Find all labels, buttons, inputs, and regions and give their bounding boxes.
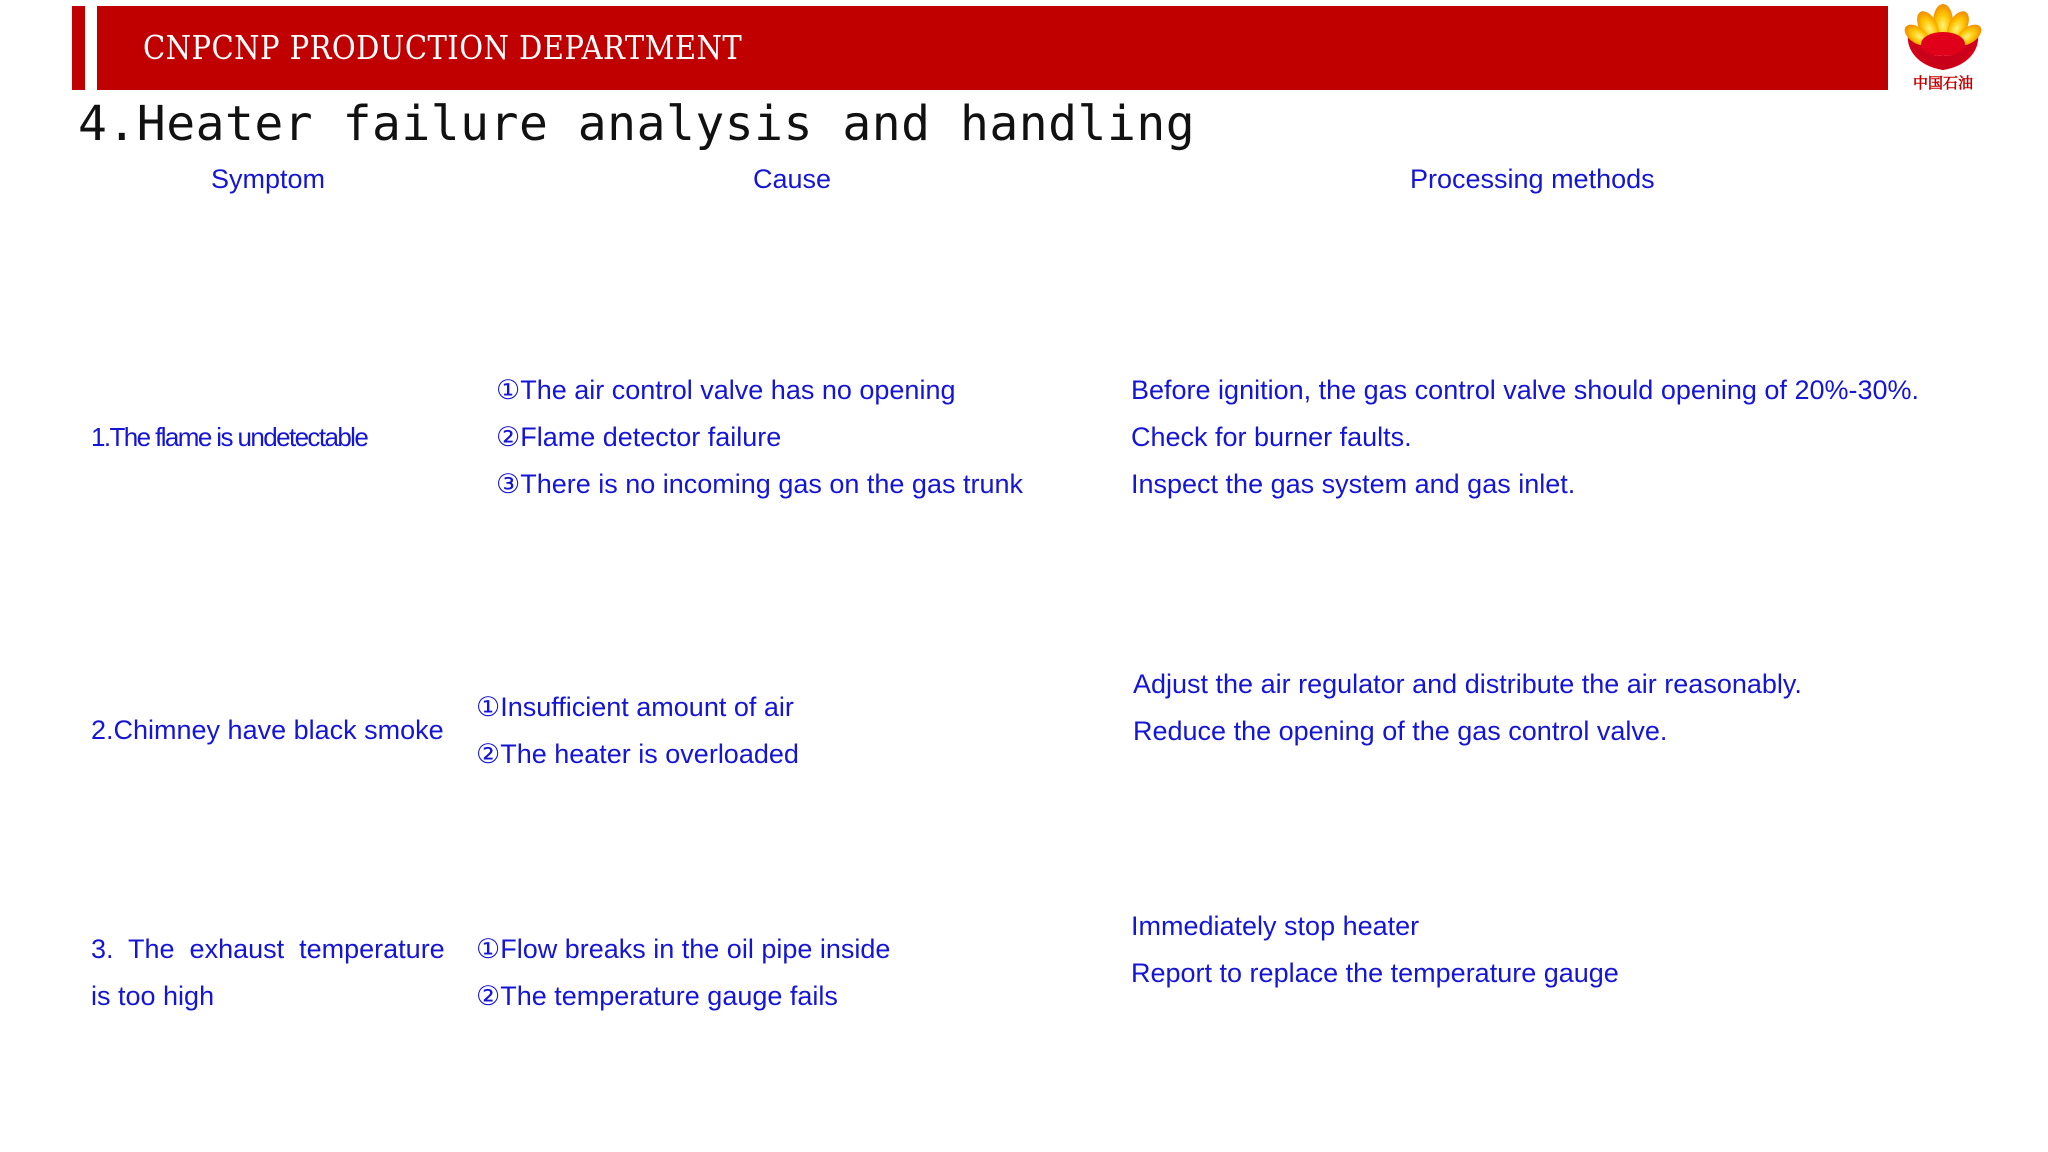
cause-item: ③There is no incoming gas on the gas trunk: [496, 469, 1023, 499]
symptom-line: is too high: [91, 981, 215, 1011]
page-title: 4.Heater failure analysis and handling: [78, 96, 1196, 152]
cause-item: ①Insufficient amount of air: [476, 692, 794, 722]
cause-item: ②Flame detector failure: [496, 422, 782, 452]
column-header-cause: Cause: [753, 164, 832, 194]
method-item: Immediately stop heater: [1131, 911, 1420, 941]
row-3-causes: [476, 926, 890, 1020]
symptom-line: 3. The exhaust temperature: [91, 934, 445, 964]
row-3-methods: [1131, 903, 1619, 997]
row-1-methods: [1131, 367, 1919, 508]
method-item: Report to replace the temperature gauge: [1131, 958, 1619, 988]
column-header-symptom: Symptom: [211, 164, 326, 194]
row-1-causes: [496, 367, 1023, 508]
method-item: Adjust the air regulator and distribute the air reasonably.: [1133, 669, 1802, 699]
symptom-line: 1.The flame is undetectable: [91, 422, 368, 452]
department-name: CNPCNP PRODUCTION DEPARTMENT: [143, 28, 743, 67]
logo-text: 中国石油: [1912, 74, 1973, 92]
method-item: Check for burner faults.: [1131, 422, 1412, 452]
cause-item: ①Flow breaks in the oil pipe inside: [476, 934, 891, 964]
cause-item: ②The temperature gauge fails: [476, 981, 838, 1011]
row-3-symptom: [91, 926, 445, 1020]
method-item: Inspect the gas system and gas inlet.: [1131, 469, 1576, 499]
row-2-methods: [1133, 661, 1802, 755]
row-1-symptom: [91, 414, 367, 461]
method-item: Reduce the opening of the gas control valve.: [1133, 716, 1668, 746]
symptom-line: 2.Chimney have black smoke: [91, 715, 444, 745]
method-item: Before ignition, the gas control valve should opening of 20%-30%.: [1131, 375, 1920, 405]
cause-item: ②The heater is overloaded: [476, 739, 799, 769]
header-accent-bar: [72, 6, 85, 90]
cause-item: ①The air control valve has no opening: [496, 375, 956, 405]
row-2-causes: [476, 684, 799, 778]
column-header-processing: Processing methods: [1410, 164, 1655, 194]
row-2-symptom: [91, 707, 444, 754]
